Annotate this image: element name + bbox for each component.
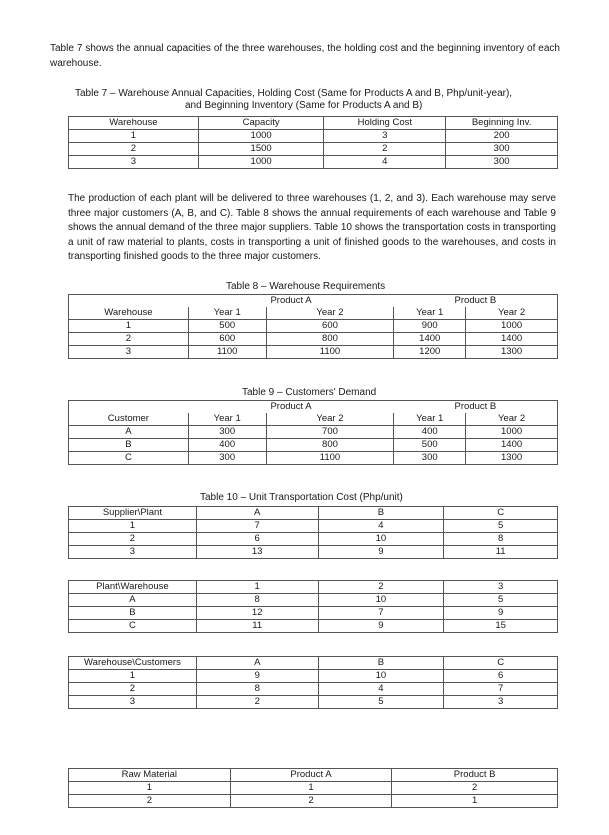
table10-header: C bbox=[444, 507, 558, 520]
table9-caption: Table 9 – Customers' Demand bbox=[242, 387, 377, 398]
table-cell: 600 bbox=[266, 320, 394, 333]
table-cell: 3 bbox=[69, 696, 197, 709]
table8-year: Year 1 bbox=[188, 307, 266, 320]
table9-year: Year 1 bbox=[394, 413, 466, 426]
table-cell: 15 bbox=[444, 620, 558, 633]
table-cell: 1000 bbox=[198, 130, 324, 143]
table10-header-row bbox=[69, 507, 558, 520]
intro-paragraph: Table 7 shows the annual capacities of the three warehouses, the holding cost and the beginning inventory of each warehouse. bbox=[50, 43, 560, 69]
table-cell: 2 bbox=[196, 696, 318, 709]
table-row bbox=[69, 320, 558, 333]
table-cell: 10 bbox=[318, 670, 444, 683]
table-cell: 1100 bbox=[188, 346, 266, 359]
table10-header: Warehouse\Customers bbox=[69, 657, 197, 670]
table-cell: 3 bbox=[69, 546, 197, 559]
table8-year: Year 2 bbox=[266, 307, 394, 320]
table-cell: 200 bbox=[446, 130, 558, 143]
table9-product-b: Product B bbox=[394, 401, 558, 414]
table-cell: 9 bbox=[318, 546, 444, 559]
table10-header: 3 bbox=[444, 581, 558, 594]
table-cell: 8 bbox=[196, 594, 318, 607]
table-cell: 1100 bbox=[266, 452, 394, 465]
table-cell: 1 bbox=[69, 130, 199, 143]
table9-year: Year 2 bbox=[466, 413, 558, 426]
table8-year: Year 1 bbox=[394, 307, 466, 320]
table10-header: B bbox=[318, 507, 444, 520]
table-cell: 2 bbox=[69, 333, 189, 346]
table-cell: 10 bbox=[318, 594, 444, 607]
table-cell: 1400 bbox=[394, 333, 466, 346]
table-cell: 300 bbox=[188, 426, 266, 439]
table-cell: 2 bbox=[324, 143, 446, 156]
table-cell: A bbox=[69, 594, 197, 607]
table-cell: C bbox=[69, 620, 197, 633]
table10-header: 2 bbox=[318, 581, 444, 594]
table-cell: 1100 bbox=[266, 346, 394, 359]
table-cell: 3 bbox=[324, 130, 446, 143]
table-cell: 7 bbox=[444, 683, 558, 696]
table-cell: 9 bbox=[196, 670, 318, 683]
table11 bbox=[68, 768, 558, 808]
table11-header: Product B bbox=[392, 769, 558, 782]
table-cell: 600 bbox=[188, 333, 266, 346]
table-row bbox=[69, 439, 558, 452]
table-cell: C bbox=[69, 452, 189, 465]
table-cell: 11 bbox=[444, 546, 558, 559]
table7-header: Warehouse bbox=[69, 117, 199, 130]
table-cell: 2 bbox=[69, 533, 197, 546]
table-row bbox=[69, 546, 558, 559]
table-cell: 1300 bbox=[466, 346, 558, 359]
table-cell: 6 bbox=[196, 533, 318, 546]
table10-header: A bbox=[196, 507, 318, 520]
table-cell: 3 bbox=[444, 696, 558, 709]
middle-paragraph: The production of each plant will be delivered to three warehouses (1, 2, and 3). Each warehouse may serve three major customers (A, B, and C). Table 8 shows the annual requirements of each warehouse and Table 9 shows the annual demand of the three major suppliers. Table 10 shows the transportation costs in transporting a unit of raw material to plants, costs in transporting a unit of finished goods to the warehouses, and costs in transporting finished goods to the three major customers. bbox=[68, 193, 556, 263]
table-cell: 1000 bbox=[198, 156, 324, 169]
table10-header-row bbox=[69, 581, 558, 594]
table-cell: 1000 bbox=[466, 426, 558, 439]
table-row bbox=[69, 594, 558, 607]
table-cell: 1000 bbox=[466, 320, 558, 333]
table10-header-row bbox=[69, 657, 558, 670]
table-row bbox=[69, 533, 558, 546]
table9-product-a: Product A bbox=[188, 401, 394, 414]
table8 bbox=[68, 294, 558, 359]
table-row bbox=[69, 607, 558, 620]
table-row bbox=[69, 520, 558, 533]
table-cell: 1500 bbox=[198, 143, 324, 156]
table-cell: 500 bbox=[188, 320, 266, 333]
table-cell: 300 bbox=[446, 143, 558, 156]
table-cell: 6 bbox=[444, 670, 558, 683]
table-cell: 1200 bbox=[394, 346, 466, 359]
table-cell: 1300 bbox=[466, 452, 558, 465]
table-row bbox=[69, 683, 558, 696]
table9 bbox=[68, 400, 558, 465]
table-cell: 800 bbox=[266, 333, 394, 346]
table-cell: 5 bbox=[318, 696, 444, 709]
table-cell: 12 bbox=[196, 607, 318, 620]
table-cell: 3 bbox=[69, 346, 189, 359]
table-cell: B bbox=[69, 607, 197, 620]
table9-row-header: Customer bbox=[69, 413, 189, 426]
table7-header-row bbox=[69, 117, 558, 130]
table-cell: 300 bbox=[188, 452, 266, 465]
table-cell: 8 bbox=[196, 683, 318, 696]
table-cell: B bbox=[69, 439, 189, 452]
table-cell: 3 bbox=[69, 156, 199, 169]
table8-year: Year 2 bbox=[466, 307, 558, 320]
table-row bbox=[69, 795, 558, 808]
table-cell: A bbox=[69, 426, 189, 439]
table-cell: 400 bbox=[188, 439, 266, 452]
table-cell: 1 bbox=[392, 795, 558, 808]
table-row bbox=[69, 452, 558, 465]
table-cell: 2 bbox=[69, 683, 197, 696]
table11-header: Raw Material bbox=[69, 769, 231, 782]
table10-warehouse-customers bbox=[68, 656, 558, 709]
table-cell: 300 bbox=[394, 452, 466, 465]
table7-header: Holding Cost bbox=[324, 117, 446, 130]
table-row bbox=[69, 346, 558, 359]
table-row bbox=[69, 670, 558, 683]
table11-header: Product A bbox=[230, 769, 392, 782]
table-cell: 7 bbox=[318, 607, 444, 620]
table10-header: A bbox=[196, 657, 318, 670]
table-cell: 2 bbox=[69, 143, 199, 156]
table-cell: 1 bbox=[69, 782, 231, 795]
table8-product-row bbox=[69, 295, 558, 308]
table-cell: 4 bbox=[318, 683, 444, 696]
table11-header-row bbox=[69, 769, 558, 782]
table-cell: 13 bbox=[196, 546, 318, 559]
table9-year: Year 1 bbox=[188, 413, 266, 426]
table-cell: 5 bbox=[444, 594, 558, 607]
table-row bbox=[69, 130, 558, 143]
table-cell: 2 bbox=[392, 782, 558, 795]
table9-year-row bbox=[69, 413, 558, 426]
table-cell: 1 bbox=[230, 782, 392, 795]
table9-product-row bbox=[69, 401, 558, 414]
table-cell: 10 bbox=[318, 533, 444, 546]
table-cell: 1 bbox=[69, 320, 189, 333]
table8-product-a: Product A bbox=[188, 295, 394, 308]
table10-plant-warehouse bbox=[68, 580, 558, 633]
table10-header: Plant\Warehouse bbox=[69, 581, 197, 594]
table-cell: 2 bbox=[230, 795, 392, 808]
table-cell: 500 bbox=[394, 439, 466, 452]
table7-caption-line2: and Beginning Inventory (Same for Products A and B) bbox=[185, 100, 423, 111]
table-row bbox=[69, 426, 558, 439]
table7-caption-line1: Table 7 – Warehouse Annual Capacities, Holding Cost (Same for Products A and B, Php/unit-year), bbox=[75, 88, 513, 99]
table8-row-header: Warehouse bbox=[69, 307, 189, 320]
table-cell: 1 bbox=[69, 520, 197, 533]
table-cell: 9 bbox=[318, 620, 444, 633]
table9-year: Year 2 bbox=[266, 413, 394, 426]
table-cell: 1 bbox=[69, 670, 197, 683]
table-row bbox=[69, 143, 558, 156]
table10-header: Supplier\Plant bbox=[69, 507, 197, 520]
table-cell: 300 bbox=[446, 156, 558, 169]
table-cell: 4 bbox=[318, 520, 444, 533]
table-cell: 7 bbox=[196, 520, 318, 533]
table-row bbox=[69, 696, 558, 709]
table8-product-b: Product B bbox=[394, 295, 558, 308]
table8-year-row bbox=[69, 307, 558, 320]
table-cell: 5 bbox=[444, 520, 558, 533]
table-cell: 1400 bbox=[466, 439, 558, 452]
table-row bbox=[69, 620, 558, 633]
table10-supplier-plant bbox=[68, 506, 558, 559]
table-cell: 400 bbox=[394, 426, 466, 439]
table-cell: 9 bbox=[444, 607, 558, 620]
table-cell: 900 bbox=[394, 320, 466, 333]
table7-header: Capacity bbox=[198, 117, 324, 130]
table-cell: 700 bbox=[266, 426, 394, 439]
table-row bbox=[69, 782, 558, 795]
table-cell: 800 bbox=[266, 439, 394, 452]
table7-header: Beginning Inv. bbox=[446, 117, 558, 130]
table10-header: C bbox=[444, 657, 558, 670]
table-row bbox=[69, 156, 558, 169]
table-cell: 2 bbox=[69, 795, 231, 808]
table-cell: 8 bbox=[444, 533, 558, 546]
table8-caption: Table 8 – Warehouse Requirements bbox=[226, 281, 386, 292]
table-cell: 11 bbox=[196, 620, 318, 633]
table7 bbox=[68, 116, 558, 169]
table10-header: B bbox=[318, 657, 444, 670]
table-cell: 4 bbox=[324, 156, 446, 169]
table10-caption: Table 10 – Unit Transportation Cost (Php/unit) bbox=[200, 492, 403, 503]
table10-header: 1 bbox=[196, 581, 318, 594]
table-cell: 1400 bbox=[466, 333, 558, 346]
table-row bbox=[69, 333, 558, 346]
